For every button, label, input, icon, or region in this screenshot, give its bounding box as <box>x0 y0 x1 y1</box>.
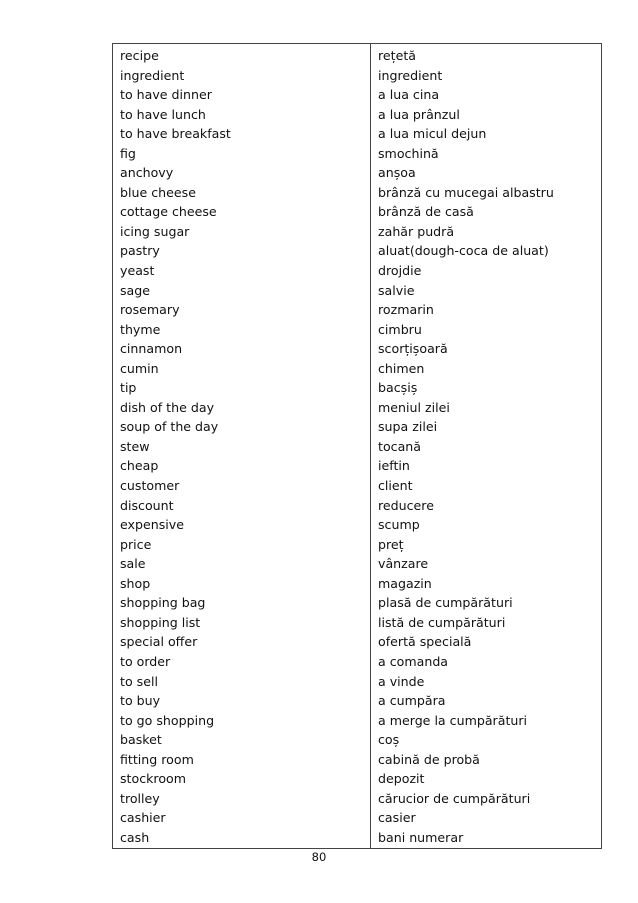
romanian-term: meniul zilei <box>378 399 450 415</box>
table-row <box>113 437 601 457</box>
english-term: soup of the day <box>120 419 219 435</box>
table-row <box>113 652 601 672</box>
english-term: cash <box>120 829 150 845</box>
english-term: icing sugar <box>120 223 190 239</box>
english-term: shopping bag <box>120 595 206 611</box>
romanian-term: salvie <box>378 282 415 298</box>
english-term: cinnamon <box>120 341 183 357</box>
table-row <box>113 515 601 535</box>
table-row <box>113 378 601 398</box>
english-term: ingredient <box>120 67 185 83</box>
table-row <box>113 124 601 144</box>
english-term: thyme <box>120 321 161 337</box>
romanian-term: a lua micul dejun <box>378 126 487 142</box>
romanian-term: smochină <box>378 145 439 161</box>
english-term: cottage cheese <box>120 204 217 220</box>
table-row <box>113 535 601 555</box>
romanian-term: rozmarin <box>378 302 434 318</box>
english-term: basket <box>120 732 162 748</box>
romanian-term: bacșiș <box>378 380 418 396</box>
english-term: to have breakfast <box>120 126 231 142</box>
romanian-term: brânză cu mucegai albastru <box>378 184 554 200</box>
table-row <box>113 202 601 222</box>
romanian-term: magazin <box>378 575 432 591</box>
romanian-term: cimbru <box>378 321 422 337</box>
english-term: to have lunch <box>120 106 206 122</box>
table-row <box>113 183 601 203</box>
english-term: dish of the day <box>120 399 215 415</box>
english-term: to have dinner <box>120 87 212 103</box>
romanian-term: a vinde <box>378 673 425 689</box>
table-row <box>113 241 601 261</box>
romanian-term: scorțișoară <box>378 341 448 357</box>
romanian-term: ieftin <box>378 458 410 474</box>
english-term: special offer <box>120 634 198 650</box>
table-row <box>113 730 601 750</box>
english-term: to buy <box>120 693 161 709</box>
english-term: trolley <box>120 790 160 806</box>
romanian-term: preț <box>378 536 404 552</box>
english-term: expensive <box>120 517 184 533</box>
english-term: anchovy <box>120 165 174 181</box>
table-row <box>113 85 601 105</box>
table-row <box>113 769 601 789</box>
table-row <box>113 398 601 418</box>
romanian-term: a cumpăra <box>378 693 446 709</box>
english-term: rosemary <box>120 302 180 318</box>
romanian-term: tocană <box>378 438 421 454</box>
romanian-term: casier <box>378 810 416 826</box>
english-term: tip <box>120 380 137 396</box>
romanian-term: reducere <box>378 497 434 513</box>
english-term: to sell <box>120 673 158 689</box>
table-row <box>113 789 601 809</box>
romanian-term: listă de cumpărături <box>378 614 506 630</box>
table-row <box>113 711 601 731</box>
english-term: fitting room <box>120 751 194 767</box>
english-term: to go shopping <box>120 712 215 728</box>
table-row <box>113 359 601 379</box>
romanian-term: a lua cina <box>378 87 440 103</box>
english-term: cheap <box>120 458 159 474</box>
english-term: sage <box>120 282 151 298</box>
romanian-term: coș <box>378 732 400 748</box>
table-row <box>113 593 601 613</box>
table-row <box>113 46 601 66</box>
table-row <box>113 496 601 516</box>
table-row <box>113 320 601 340</box>
english-term: shop <box>120 575 151 591</box>
romanian-term: vânzare <box>378 556 429 572</box>
table-row <box>113 613 601 633</box>
english-term: customer <box>120 478 180 494</box>
romanian-term: scump <box>378 517 420 533</box>
table-row <box>113 339 601 359</box>
english-term: stockroom <box>120 771 187 787</box>
english-term: stew <box>120 438 150 454</box>
romanian-term: zahăr pudră <box>378 223 455 239</box>
english-term: cashier <box>120 810 166 826</box>
english-term: discount <box>120 497 174 513</box>
english-term: yeast <box>120 263 155 279</box>
romanian-term: ingredient <box>378 67 443 83</box>
vocabulary-table <box>112 43 602 849</box>
english-term: blue cheese <box>120 184 196 200</box>
english-term: price <box>120 536 152 552</box>
romanian-term: drojdie <box>378 263 422 279</box>
page-number: 80 <box>311 850 327 864</box>
table-row <box>113 554 601 574</box>
romanian-term: cabină de probă <box>378 751 480 767</box>
english-term: sale <box>120 556 146 572</box>
table-row <box>113 144 601 164</box>
table-rows <box>113 46 601 847</box>
romanian-term: a lua prânzul <box>378 106 460 122</box>
table-row <box>113 750 601 770</box>
romanian-term: a merge la cumpărături <box>378 712 528 728</box>
romanian-term: rețetă <box>378 48 416 63</box>
english-term: cumin <box>120 360 159 376</box>
english-term: recipe <box>120 48 159 63</box>
table-row <box>113 281 601 301</box>
romanian-term: plasă de cumpărături <box>378 595 513 611</box>
table-row <box>113 691 601 711</box>
table-row <box>113 66 601 86</box>
table-row <box>113 456 601 476</box>
romanian-term: aluat(dough-coca de aluat) <box>378 243 549 259</box>
romanian-term: ofertă specială <box>378 634 472 650</box>
romanian-term: chimen <box>378 360 425 376</box>
table-row <box>113 417 601 437</box>
table-row <box>113 574 601 594</box>
romanian-term: cărucior de cumpărături <box>378 790 531 806</box>
romanian-term: a comanda <box>378 653 449 669</box>
table-row <box>113 808 601 828</box>
romanian-term: supa zilei <box>378 419 438 435</box>
english-term: pastry <box>120 243 160 259</box>
table-row <box>113 105 601 125</box>
romanian-term: depozit <box>378 771 425 787</box>
romanian-term: anșoa <box>378 165 416 181</box>
table-row <box>113 300 601 320</box>
english-term: fig <box>120 145 136 161</box>
table-row <box>113 828 601 848</box>
english-term: shopping list <box>120 614 201 630</box>
table-row <box>113 261 601 281</box>
romanian-term: client <box>378 478 413 494</box>
romanian-term: bani numerar <box>378 829 464 845</box>
table-row <box>113 632 601 652</box>
romanian-term: brânză de casă <box>378 204 474 220</box>
table-row <box>113 672 601 692</box>
table-row <box>113 476 601 496</box>
english-term: to order <box>120 653 171 669</box>
table-row <box>113 163 601 183</box>
table-row <box>113 222 601 242</box>
